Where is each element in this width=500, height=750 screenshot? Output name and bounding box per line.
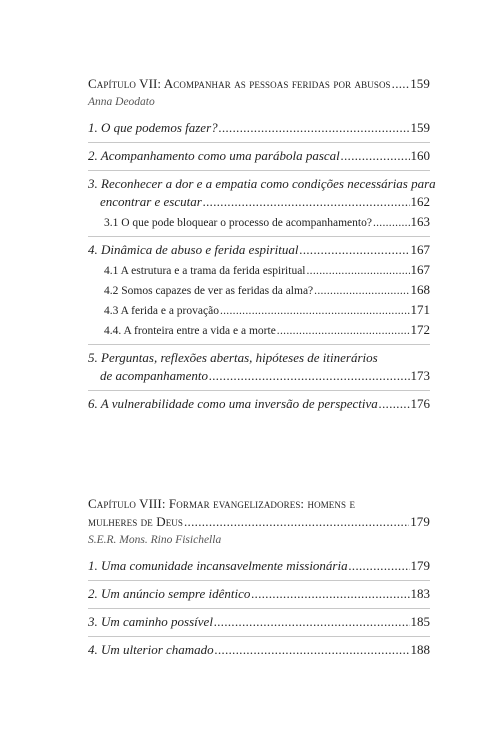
toc-subentry <box>88 322 430 338</box>
entry-title: 4.3 A ferida e a provação <box>104 305 219 317</box>
dot-leader <box>214 614 410 630</box>
toc-subentry <box>88 262 430 278</box>
entry-title: 6. A vulnerabilidade como uma inversão de perspectiva <box>88 396 378 411</box>
entry-title: 4. Dinâmica de abuso e ferida espiritual <box>88 242 299 257</box>
dot-leader <box>392 76 410 92</box>
entry-title: 1. O que podemos fazer? <box>88 120 218 135</box>
entry-title: 4. Um ulterior chamado <box>88 642 214 657</box>
dot-leader <box>349 558 410 574</box>
entry-title: 1. Uma comunidade incansavelmente missionária <box>88 558 348 573</box>
dot-leader <box>209 368 410 384</box>
entry-title: 4.1 A estrutura e a trama da ferida espiritual <box>104 265 306 277</box>
toc-entry <box>88 614 430 630</box>
page-number: 171 <box>410 302 430 317</box>
entry-title: 3.1 O que pode bloquear o processo de acompanhamento? <box>104 217 372 229</box>
page-number: 179 <box>410 514 430 529</box>
dot-leader <box>251 586 409 602</box>
dot-leader <box>203 194 410 210</box>
toc-subentry <box>88 302 430 318</box>
entry-title: 4.2 Somos capazes de ver as feridas da alma? <box>104 285 314 297</box>
entry-title: 2. Um anúncio sempre idêntico <box>88 586 251 601</box>
chapter-8-heading-line1: Capítulo VIII: Formar evangelizadores: homens e <box>88 496 356 511</box>
page-number: 160 <box>410 148 430 163</box>
entry-title: 4.4. A fronteira entre a vida e a morte <box>104 325 276 337</box>
dot-leader <box>277 325 410 337</box>
dot-leader <box>307 265 410 277</box>
entry-title: encontrar e escutar <box>100 194 202 209</box>
dot-leader <box>379 396 410 412</box>
toc-subentry <box>88 282 430 298</box>
toc-entry <box>88 194 430 210</box>
table-of-contents <box>88 76 436 658</box>
toc-entry <box>88 242 430 258</box>
toc-entry <box>88 120 430 136</box>
page-number: 173 <box>410 368 430 383</box>
page-number: 176 <box>410 396 430 411</box>
chapter-title: mulheres de Deus <box>88 514 183 529</box>
dot-leader <box>215 642 410 658</box>
page-number: 159 <box>410 120 430 135</box>
chapter-author: S.E.R. Mons. Rino Fisichella <box>88 534 222 546</box>
dot-leader <box>300 242 410 258</box>
chapter-7-heading <box>88 76 430 92</box>
toc-subentry <box>88 214 430 230</box>
page-number: 167 <box>410 262 430 277</box>
page-number: 162 <box>410 194 430 209</box>
page-number: 168 <box>410 282 430 297</box>
page-number: 183 <box>410 586 430 601</box>
toc-entry <box>88 642 430 658</box>
page-number: 179 <box>410 558 430 573</box>
toc-entry <box>88 586 430 602</box>
page-number: 167 <box>410 242 430 257</box>
page-number: 188 <box>410 642 430 657</box>
toc-entry <box>88 148 430 164</box>
dot-leader <box>219 120 410 136</box>
entry-title: 3. Um caminho possível <box>88 614 213 629</box>
page-number: 163 <box>410 214 430 229</box>
dot-leader <box>341 148 410 164</box>
entry-title: de acompanhamento <box>100 368 208 383</box>
chapter-8-heading <box>88 514 430 530</box>
page-number: 159 <box>410 76 430 91</box>
entry-title-line1: 5. Perguntas, reflexões abertas, hipóteses de itinerários <box>88 350 378 365</box>
page-number: 185 <box>410 614 430 629</box>
dot-leader <box>373 217 410 229</box>
toc-entry <box>88 368 430 384</box>
entry-title-line1: 3. Reconhecer a dor e a empatia como condições necessárias para <box>88 176 436 191</box>
page-number: 172 <box>410 322 430 337</box>
toc-entry <box>88 558 430 574</box>
chapter-author: Anna Deodato <box>88 96 155 108</box>
dot-leader <box>220 305 410 317</box>
dot-leader <box>314 285 409 297</box>
entry-title: 2. Acompanhamento como uma parábola pascal <box>88 148 340 163</box>
toc-entry <box>88 396 430 412</box>
chapter-title: Capítulo VII: Acompanhar as pessoas feridas por abusos <box>88 76 391 91</box>
dot-leader <box>184 514 409 530</box>
